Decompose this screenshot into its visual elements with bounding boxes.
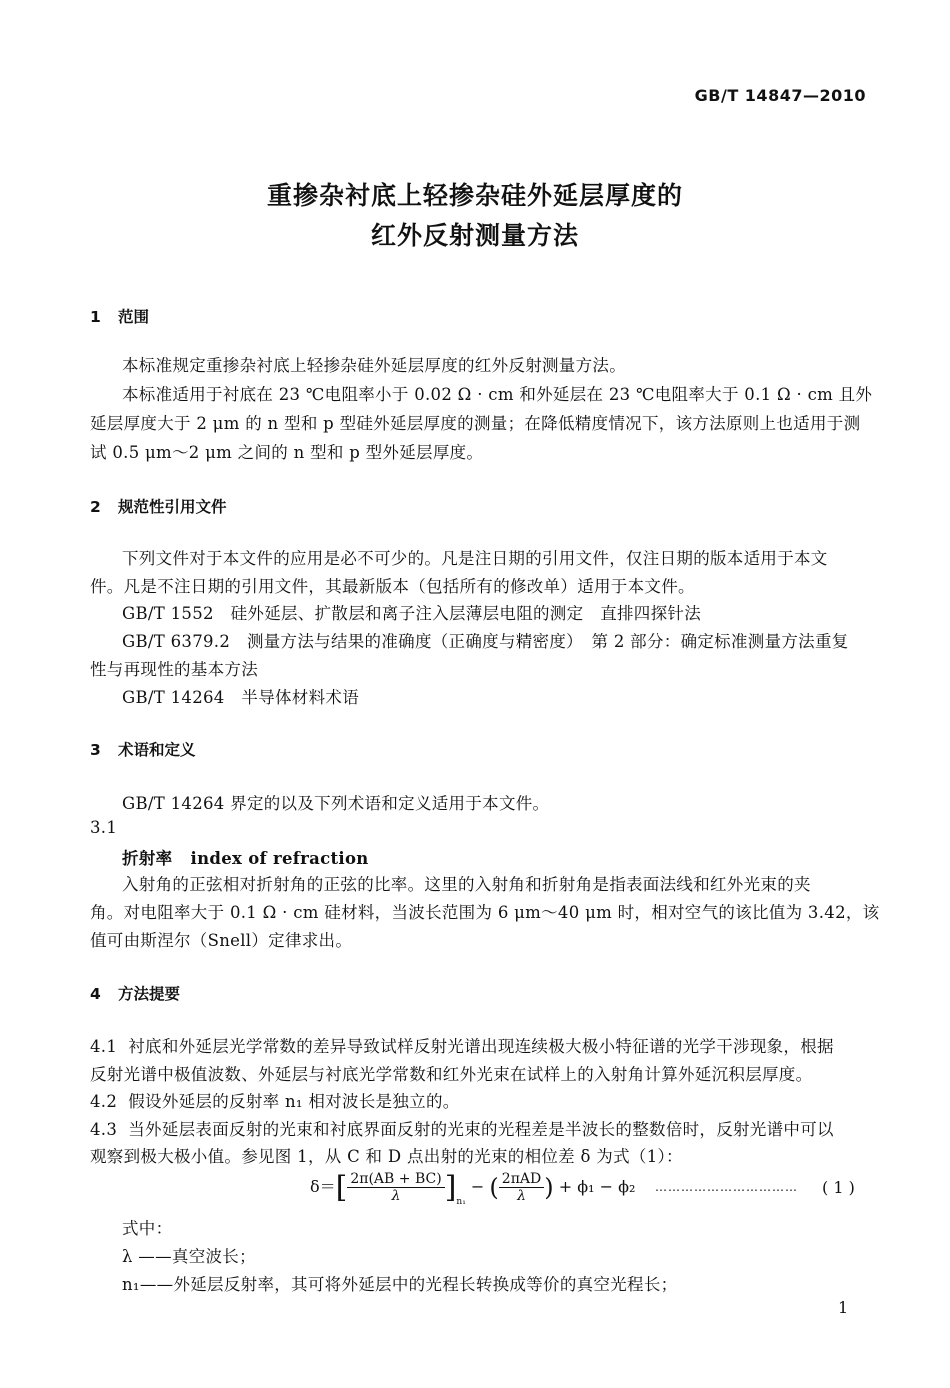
- equation-label: ( 1 ): [822, 1178, 855, 1197]
- paragraph: 试 0.5 μm～2 μm 之间的 n 型和 p 型外延层厚度。: [90, 443, 484, 462]
- where-item: λ ——真空波长；: [122, 1247, 256, 1266]
- clause-text: 当外延层表面反射的光束和衬底界面反射的光束的光程差是半波长的整数倍时，反射光谱中可以: [128, 1120, 834, 1139]
- right-bracket: ]: [444, 1170, 457, 1205]
- clause-text: 反射光谱中极值波数、外延层与衬底光学常数和红外光束在试样上的入射角计算外延沉积层厚度。: [90, 1065, 813, 1084]
- leader-dots: ……………………………: [655, 1180, 798, 1194]
- reference-item: GB/T 14264 半导体材料术语: [122, 688, 360, 707]
- term-entry: [122, 845, 369, 869]
- clause-number: 4.3: [90, 1120, 118, 1139]
- section-4-heading: [90, 982, 180, 1004]
- term-chinese: 折射率: [122, 849, 173, 868]
- equation-lhs: δ＝: [310, 1177, 336, 1196]
- clause-4-2: [90, 1088, 460, 1112]
- left-bracket: [: [335, 1170, 348, 1205]
- section-1-heading: [90, 305, 149, 327]
- fraction: [347, 1171, 444, 1204]
- paragraph: GB/T 14264 界定的以及下列术语和定义适用于本文件。: [122, 794, 550, 813]
- fraction-numerator: 2πAD: [499, 1171, 544, 1188]
- definition: 值可由斯涅尔（Snell）定律求出。: [90, 931, 353, 950]
- fraction-denominator: λ: [517, 1188, 526, 1204]
- section-2-heading: [90, 495, 227, 517]
- clause-4-1: [90, 1033, 834, 1057]
- section-number: 1: [90, 308, 101, 326]
- section-number: 4: [90, 985, 101, 1003]
- clause-text: 衬底和外延层光学常数的差异导致试样反射光谱出现连续极大极小特征谱的光学干涉现象，根据: [128, 1037, 834, 1056]
- section-title: 范围: [118, 308, 150, 326]
- clause-number: 4.1: [90, 1037, 118, 1056]
- term-english: index of refraction: [190, 849, 369, 868]
- reference-item: GB/T 1552 硅外延层、扩散层和离子注入层薄层电阻的测定 直排四探针法: [122, 604, 702, 623]
- clause-text: 观察到极大极小值。参见图 1，从 C 和 D 点出射的光束的相位差 δ 为式（1）：: [90, 1147, 683, 1166]
- fraction-denominator: λ: [391, 1188, 401, 1204]
- section-title: 方法提要: [118, 985, 181, 1003]
- section-3-heading: [90, 738, 196, 760]
- reference-item-continued: 性与再现性的基本方法: [90, 660, 258, 679]
- definition: 角。对电阻率大于 0.1 Ω · cm 硅材料，当波长范围为 6 μm～40 μm 时，相对空气的该比值为 3.42，该: [90, 903, 880, 922]
- section-number: 2: [90, 498, 101, 516]
- where-intro: 式中：: [122, 1219, 173, 1238]
- standard-number: GB/T 14847—2010: [694, 86, 866, 105]
- left-paren: (: [489, 1173, 499, 1202]
- subscript: n₁: [456, 1197, 466, 1207]
- document-title-line2: 红外反射测量方法: [370, 221, 579, 250]
- paragraph: 本标准规定重掺杂衬底上轻掺杂硅外延层厚度的红外反射测量方法。: [122, 356, 626, 375]
- clause-text: 假设外延层的反射率 n₁ 相对波长是独立的。: [128, 1092, 460, 1111]
- section-title: 术语和定义: [118, 741, 196, 759]
- equation-tail: + ϕ₁ − ϕ₂: [558, 1177, 636, 1196]
- definition: 入射角的正弦相对折射角的正弦的比率。这里的入射角和折射角是指表面法线和红外光束的夹: [122, 875, 811, 894]
- paragraph: 下列文件对于本文件的应用是必不可少的。凡是注日期的引用文件，仅注日期的版本适用于本文: [122, 549, 828, 568]
- clause-4-3: [90, 1116, 834, 1140]
- page-number: 1: [838, 1298, 849, 1317]
- clause-number: 4.2: [90, 1092, 118, 1111]
- paragraph: 本标准适用于衬底在 23 ℃电阻率小于 0.02 Ω · cm 和外延层在 23 ℃电阻率大于 0.1 Ω · cm 且外: [122, 385, 873, 404]
- where-item: n₁——外延层反射率，其可将外延层中的光程长转换成等价的真空光程长；: [122, 1275, 678, 1294]
- paragraph: 件。凡是不注日期的引用文件，其最新版本（包括所有的修改单）适用于本文件。: [90, 577, 695, 596]
- section-title: 规范性引用文件: [118, 498, 227, 516]
- document-title-line1: 重掺杂衬底上轻掺杂硅外延层厚度的: [266, 181, 683, 210]
- subclause-number: 3.1: [90, 818, 118, 837]
- equation-1: [310, 1170, 635, 1207]
- fraction: [499, 1171, 544, 1204]
- section-number: 3: [90, 741, 101, 759]
- fraction-numerator: 2π(AB + BC): [347, 1171, 444, 1188]
- right-paren: ): [544, 1173, 554, 1202]
- paragraph: 延层厚度大于 2 μm 的 n 型和 p 型硅外延层厚度的测量；在降低精度情况下，该方法原则上也适用于测: [90, 414, 861, 433]
- minus-sign: −: [470, 1177, 485, 1196]
- reference-item: GB/T 6379.2 测量方法与结果的准确度（正确度与精密度） 第 2 部分：确定标准测量方法重复: [122, 632, 849, 651]
